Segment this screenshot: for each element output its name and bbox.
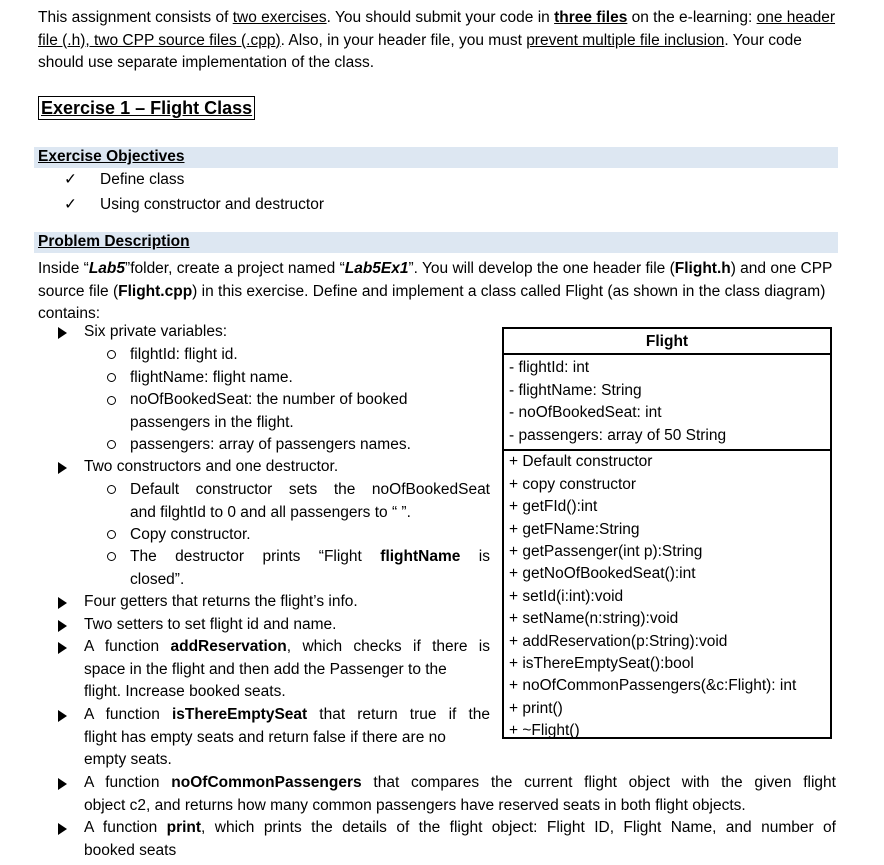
circle-bullet-icon <box>107 396 116 405</box>
arrow-bullet-icon <box>58 620 67 632</box>
uml-operation: + getPassenger(int p):String <box>509 543 703 560</box>
uml-operation: + addReservation(p:String):void <box>509 632 728 650</box>
list-item: Six private variables: <box>84 323 228 340</box>
list-subitem: noOfBookedSeat: the number of booked <box>130 391 408 408</box>
list-subitem: Copy constructor. <box>130 526 251 543</box>
circle-bullet-icon <box>107 485 116 494</box>
uml-attribute: - passengers: array of 50 String <box>509 426 727 444</box>
problem-paragraph: Inside “Lab5”folder, create a project named “Lab5Ex1”. You will develop the one header file (Flight.h) and one CPP source file (Flight.cpp) in this exercise. Define and implement a class called Flight (as shown in the class diagram) contains: <box>38 260 833 322</box>
arrow-bullet-icon <box>58 642 67 654</box>
list-item-cont: object c2, and returns how many common passengers have reserved seats in both flight objects. <box>84 797 746 814</box>
uml-class-name: Flight <box>504 329 830 355</box>
list-item-cont: booked seats <box>84 842 177 859</box>
list-subitem: The destructor prints “Flight flightName is <box>130 548 490 565</box>
arrow-bullet-icon <box>58 597 67 609</box>
intro-text: This assignment consists of <box>38 9 233 26</box>
list-item-cont: flight has empty seats and return false if there are no <box>84 729 446 746</box>
objective-label: Using constructor and destructor <box>100 196 324 213</box>
list-subitem-cont: and filghtId to 0 and all passengers to “ ”. <box>130 504 411 521</box>
list-item: A function isThereEmptySeat that return true if the <box>84 706 490 723</box>
circle-bullet-icon <box>107 373 116 382</box>
intro-text: . Also, in your header file, you must <box>280 31 527 49</box>
intro-underline: one header file (.h), two CPP source files (.cpp) <box>38 9 836 49</box>
problem-heading: Problem Description <box>38 233 190 250</box>
uml-attributes <box>504 355 830 451</box>
circle-bullet-icon <box>107 552 116 561</box>
objective-label: Define class <box>100 171 185 188</box>
arrow-bullet-icon <box>58 710 67 722</box>
uml-operation: + print() <box>509 699 563 717</box>
intro-paragraph <box>38 7 850 75</box>
uml-operation: + getNoOfBookedSeat():int <box>509 565 696 583</box>
list-item: Two constructors and one destructor. <box>84 458 339 475</box>
arrow-bullet-icon <box>58 823 67 835</box>
intro-underline: two exercises <box>232 9 327 26</box>
list-item: Four getters that returns the flight’s info. <box>84 593 358 610</box>
checkmark-icon: ✓ <box>64 196 77 213</box>
uml-operation: + getFName:String <box>509 520 640 538</box>
circle-bullet-icon <box>107 440 116 449</box>
intro-text: . Your code should use separate implementation of the class. <box>38 31 802 71</box>
objective-item <box>64 194 324 216</box>
intro-text: on the e-learning: <box>627 9 757 26</box>
uml-operation: + getFId():int <box>509 498 598 516</box>
list-subitem: flightName: flight name. <box>130 369 293 386</box>
uml-attribute: - flightName: String <box>509 381 642 399</box>
intro-text: . You should submit your code in <box>326 9 555 26</box>
uml-attribute: - flightId: int <box>509 359 590 376</box>
objectives-heading: Exercise Objectives <box>38 148 185 165</box>
uml-operation: + noOfCommonPassengers(&c:Flight): int <box>509 677 797 695</box>
list-item: A function print, which prints the details of the flight object: Flight ID, Flight Name, and number of <box>84 819 836 836</box>
uml-operation: + ~Flight() <box>509 722 580 740</box>
circle-bullet-icon <box>107 350 116 359</box>
uml-operations <box>504 451 830 742</box>
arrow-bullet-icon <box>58 778 67 790</box>
list-item: A function noOfCommonPassengers that compares the current flight object with the given flight <box>84 774 836 791</box>
list-subitem-cont: passengers in the flight. <box>130 414 294 431</box>
list-item-cont: space in the flight and then add the Passenger to the <box>84 661 447 678</box>
list-item-cont: empty seats. <box>84 751 172 768</box>
list-subitem: passengers: array of passengers names. <box>130 436 411 453</box>
arrow-bullet-icon <box>58 327 67 339</box>
uml-operation: + Default constructor <box>509 453 653 471</box>
circle-bullet-icon <box>107 530 116 539</box>
list-subitem: filghtId: flight id. <box>130 346 238 363</box>
list-item-cont: flight. Increase booked seats. <box>84 683 286 700</box>
list-item: A function addReservation, which checks if there is <box>84 638 490 655</box>
list-subitem: Default constructor sets the noOfBookedSeat <box>130 481 490 498</box>
objective-item <box>64 169 184 191</box>
intro-underline: prevent multiple file inclusion <box>526 31 725 49</box>
uml-attribute: - noOfBookedSeat: int <box>509 404 662 422</box>
intro-bold-underline: three files <box>554 9 628 26</box>
exercise-title: Exercise 1 – Flight Class <box>38 96 255 120</box>
uml-operation: + isThereEmptySeat():bool <box>509 655 694 673</box>
list-item: Two setters to set flight id and name. <box>84 616 337 633</box>
arrow-bullet-icon <box>58 462 67 474</box>
uml-operation: + copy constructor <box>509 475 637 493</box>
checkmark-icon: ✓ <box>64 171 77 188</box>
uml-class-diagram <box>502 327 832 739</box>
list-subitem-cont: closed”. <box>130 571 185 588</box>
uml-operation: + setName(n:string):void <box>509 610 679 628</box>
uml-operation: + setId(i:int):void <box>509 587 624 605</box>
